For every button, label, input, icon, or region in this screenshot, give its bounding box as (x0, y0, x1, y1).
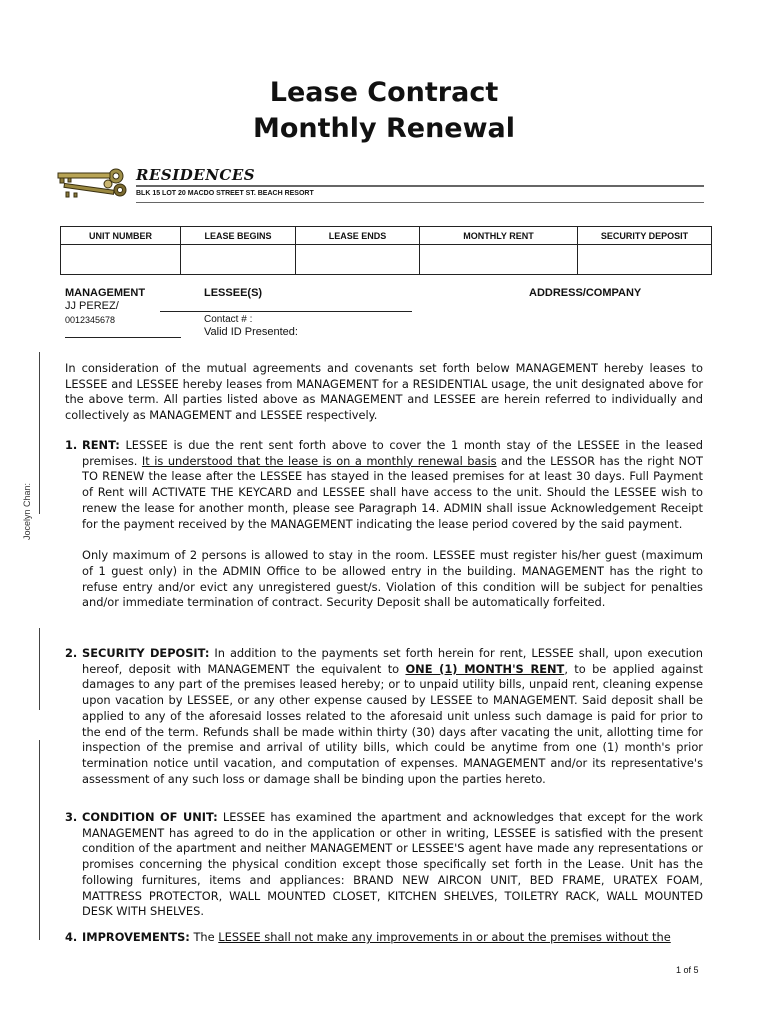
improvements-underlined-text: LESSEE shall not make any improvements in or about the premises without the (218, 930, 671, 944)
brand-address: BLK 15 LOT 20 MACDO STREET ST. BEACH RESORT (136, 190, 314, 197)
improvements-heading: IMPROVEMENTS: (82, 930, 190, 944)
rent-text (82, 438, 703, 532)
management-label: MANAGEMENT (65, 287, 146, 299)
margin-line (39, 628, 40, 710)
header-rule (136, 185, 704, 187)
rent-text-part2: and the LESSOR has the right NOT TO RENEW the lease after the LESSEE has stayed in the leased premises for at least 30 days. Full Payment of Rent will ACTIVATE THE KEYCARD and LESSEE shall have access to the unit. Should the LESSEE wish to renew the lease for another month, please see Paragraph 14. ADMIN shall issue Acknowledgement Receipt for the payment received by the MANAGEMENT indicating the lease period covered by the said payment. (82, 453, 703, 531)
address-company-label: ADDRESS/COMPANY (529, 287, 642, 299)
document-subtitle: Monthly Renewal (252, 113, 516, 144)
lessee-name-line[interactable] (160, 311, 412, 312)
rent-underlined-text: It is understood that the lease is on a monthly renewal basis (141, 453, 497, 468)
improvements-section (65, 930, 703, 946)
lease-ends-cell[interactable] (296, 245, 420, 275)
table-header-row (61, 227, 712, 245)
unit-number-cell[interactable] (61, 245, 181, 275)
lease-begins-header: LEASE BEGINS (181, 227, 296, 245)
rent-section (65, 438, 703, 611)
management-name: JJ PEREZ/ (65, 300, 119, 312)
margin-line (39, 740, 40, 940)
lease-terms-table (60, 226, 712, 275)
monthly-rent-header: MONTHLY RENT (420, 227, 578, 245)
deposit-text-part2: , to be applied against damages to any part of the premises leased hereby; or to unpaid utility bills, unpaid rent, cleaning expense upon vacation by LESSEE, or any other expense caused by LESSEE to MANAGEMENT. Said deposit shall be applied to any of the aforesaid losses related to the aforesaid unit unless such damage is paid for prior to the end of the term. Refunds shall be made within thirty (30) days after vacating the unit, allotting time for inspection of the premise and arrival of utility bills, which could be anytime from one (1) month's prior termination notice until vacation, and computation of expenses. MANAGEMENT and/or its representative's assessment of any such loss or damage shall be binding upon the parties hereto. (82, 661, 703, 786)
valid-id-label: Valid ID Presented: (204, 326, 298, 338)
contact-label: Contact # : (204, 314, 253, 325)
security-deposit-header: SECURITY DEPOSIT (578, 227, 712, 245)
lease-ends-header: LEASE ENDS (296, 227, 420, 245)
intro-paragraph: In consideration of the mutual agreements and covenants set forth below MANAGEMENT hereby leases to LESSEE and LESSEE hereby leases from MANAGEMENT for a RESIDENTIAL usage, the unit designated above for the above term. All parties listed above as MANAGEMENT and LESSEE are herein referred to individually and collectively as MANAGEMENT and LESSEE respectively. (65, 361, 703, 423)
management-signature-line[interactable] (65, 337, 181, 338)
monthly-rent-cell[interactable] (420, 245, 578, 275)
keys-icon (50, 164, 130, 204)
section-number: 4. (65, 930, 78, 944)
deposit-text-part1: In addition to the payments set forth herein for rent, LESSEE shall, upon execution hereof, deposit with MANAGEMENT the equivalent to (82, 646, 703, 676)
deposit-heading: SECURITY DEPOSIT: (82, 646, 210, 660)
security-deposit-section (65, 646, 703, 787)
management-number: 0012345678 (65, 315, 116, 325)
guest-policy-paragraph: Only maximum of 2 persons is allowed to stay in the room. LESSEE must register his/her guest (maximum of 1 guest only) in the ADMIN Office to be allowed entry in the building. MANAGEMENT has the right to refuse entry and/or evict any unregistered guest/s. Violation of this condition will be subject for penalties and/or immediate termination of contract. Security Deposit shall be automatically forfeited. (82, 548, 703, 610)
rent-heading: RENT: (82, 438, 120, 452)
deposit-emphasis: ONE (1) MONTH'S RENT (405, 661, 565, 676)
rent-text-part1: LESSEE is due the rent sent forth above to cover the 1 month stay of the LESSEE in the leased premises. (82, 438, 703, 468)
lease-begins-cell[interactable] (181, 245, 296, 275)
lessee-label: LESSEE(S) (204, 287, 263, 299)
improvements-text (82, 930, 703, 946)
document-title: Lease Contract (269, 77, 499, 108)
section-number: 1. (65, 438, 78, 452)
condition-text (82, 810, 703, 920)
condition-heading: CONDITION OF UNIT: (82, 810, 218, 824)
margin-line (39, 352, 40, 514)
margin-signature: Jocelyn Chan: (22, 482, 32, 540)
unit-number-header: UNIT NUMBER (61, 227, 181, 245)
header-rule-thin (136, 202, 704, 203)
condition-body: LESSEE has examined the apartment and acknowledges that except for the work MANAGEMENT has agreed to do in the application or other in writing, LESSEE is satisfied with the present condition of the apartment and neither MANAGEMENT or LESSEE'S agent have made any representations or promises concerning the physical condition except those specifically set forth in the Lease. Unit has the following furnitures, items and appliances: BRAND NEW AIRCON UNIT, BED FRAME, URATEX FOAM, MATTRESS PROTECTOR, WALL MOUNTED CLOSET, KITCHEN SHELVES, TOILETRY RACK, WALL MOUNTED DESK WITH SHELVES. (82, 810, 703, 919)
section-number: 2. (65, 646, 78, 660)
page-number: 1 of 5 (676, 965, 699, 975)
condition-section (65, 810, 703, 920)
deposit-text (82, 646, 703, 787)
improvements-text-part1: The (189, 930, 219, 944)
security-deposit-cell[interactable] (578, 245, 712, 275)
section-number: 3. (65, 810, 78, 824)
brand-name: RESIDENCES (136, 166, 256, 184)
table-row (61, 245, 712, 275)
